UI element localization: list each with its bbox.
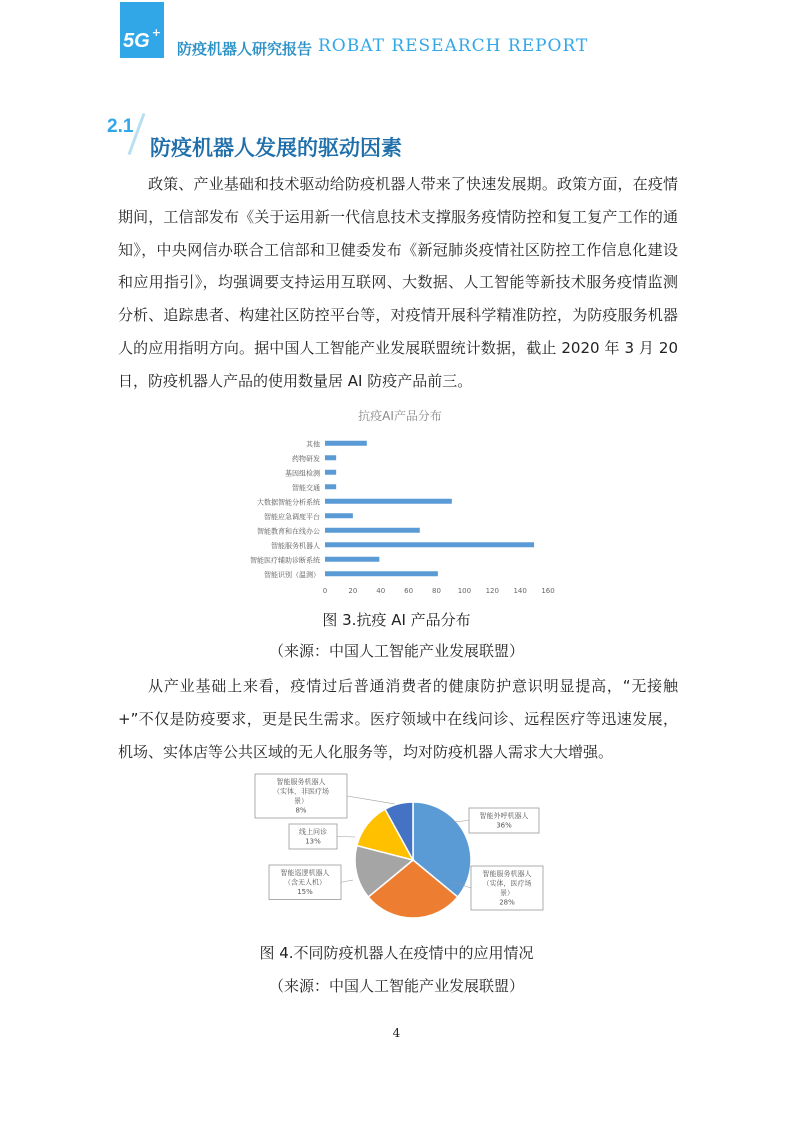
bar-chart-title: 抗疫AI产品分布	[358, 409, 442, 423]
x-tick-label: 0	[322, 587, 328, 595]
bar-category-label: 其他	[306, 440, 320, 449]
bar	[325, 571, 438, 576]
bar	[325, 499, 452, 504]
pie-callout-text: 13%	[305, 837, 321, 846]
pie-callout-text: （实体，非医疗场	[273, 787, 329, 796]
pie-callout-text: 8%	[295, 806, 307, 815]
pie-callout-line	[341, 880, 353, 882]
bar-category-label: 智能服务机器人	[271, 541, 320, 550]
pie-callout-text: 智能服务机器人	[276, 778, 326, 786]
pie-callout-text: 36%	[496, 821, 512, 830]
pie-callout-text: 智能外呼机器人	[479, 812, 529, 820]
pie-callout-text: 景）	[500, 889, 514, 897]
page-number: 4	[392, 1026, 401, 1040]
bar	[325, 455, 336, 460]
bar-category-label: 智能教育和在线办公	[257, 527, 320, 536]
bar	[325, 441, 367, 446]
logo-text: 5G	[123, 30, 150, 52]
section-title: 防疫机器人发展的驱动因素	[150, 136, 402, 160]
bar-category-label: 智能交通	[292, 483, 320, 492]
section-number: 2.1	[107, 116, 134, 137]
header-title-cn: 防疫机器人研究报告	[177, 40, 313, 58]
bar	[325, 484, 336, 489]
bar-category-label: 智能识别（温测）	[264, 570, 320, 579]
x-tick-label: 80	[432, 587, 441, 595]
pie-callout-text: 智能巡逻机器人	[280, 869, 330, 877]
logo-5g	[120, 2, 164, 58]
x-tick-label: 140	[513, 587, 527, 595]
pie-callout-text: （含无人机）	[284, 878, 326, 887]
x-tick-label: 40	[376, 587, 386, 595]
bar-chart	[230, 400, 570, 600]
figure4-source: （来源：中国人工智能产业发展联盟）	[268, 977, 524, 995]
pie-callout-text: 景）	[294, 797, 308, 805]
paragraph-industry: 从产业基础上来看，疫情过后普通消费者的健康防护意识明显提高，“无接触+”不仅是防疫要求，更是民生需求。医疗领域中在线问诊、远程医疗等迅速发展，机场、实体店等公共区域的无人化服务等，均对防疫机器人需求大大增强。	[118, 677, 678, 761]
bar	[325, 528, 420, 533]
bar	[325, 557, 379, 562]
paragraph-policy: 政策、产业基础和技术驱动给防疫机器人带来了快速发展期。政策方面，在疫情期间，工信部发布《关于运用新一代信息技术支撑服务疫情防控和复工复产工作的通知》，中央网信办联合工信部和卫健委发布《新冠肺炎疫情社区防控工作信息化建设和应用指引》，均强调要支持运用互联网、大数据、人工智能等新技术服务疫情监测分析、追踪患者、构建社区防控平台等，对疫情开展科学精准防控，为防疫服务机器人的应用指明方向。据中国人工智能产业发展联盟统计数据，截止 2020 年 3 月 20 日，防疫机器人产品的使用数量居 AI 防疫产品前三。	[118, 175, 678, 390]
bar-category-label: 智能医疗辅助诊断系统	[250, 556, 320, 565]
pie-callout-line	[347, 796, 395, 804]
logo-plus: +	[151, 26, 161, 39]
pie-chart	[245, 772, 565, 932]
pie-callout-text: 线上问诊	[299, 828, 327, 836]
bar	[325, 470, 336, 475]
figure4-caption: 图 4.不同防疫机器人在疫情中的应用情况	[259, 944, 534, 962]
bar-category-label: 大数据智能分析系统	[257, 498, 320, 507]
bar	[325, 513, 353, 518]
bar	[325, 542, 534, 547]
pie-callout-text: 15%	[297, 888, 313, 896]
pie-callout-line	[337, 837, 355, 838]
pie-callout-text: 智能服务机器人	[482, 870, 532, 878]
x-tick-label: 100	[457, 587, 472, 595]
figure3-caption: 图 3.抗疫 AI 产品分布	[322, 611, 471, 629]
pie-callout-text: 28%	[499, 898, 515, 907]
x-tick-label: 60	[404, 587, 414, 595]
x-tick-label: 20	[348, 587, 358, 595]
x-tick-label: 120	[485, 587, 499, 595]
header-title-en: ROBAT RESEARCH REPORT	[318, 36, 589, 56]
figure3-source: （来源：中国人工智能产业发展联盟）	[268, 642, 524, 660]
pie-callout-text: （实体，医疗场	[482, 879, 532, 888]
x-tick-label: 160	[541, 587, 555, 595]
bar-category-label: 药物研发	[292, 454, 320, 463]
bar-category-label: 基因组检测	[285, 469, 320, 478]
bar-category-label: 智能应急调度平台	[264, 512, 320, 521]
